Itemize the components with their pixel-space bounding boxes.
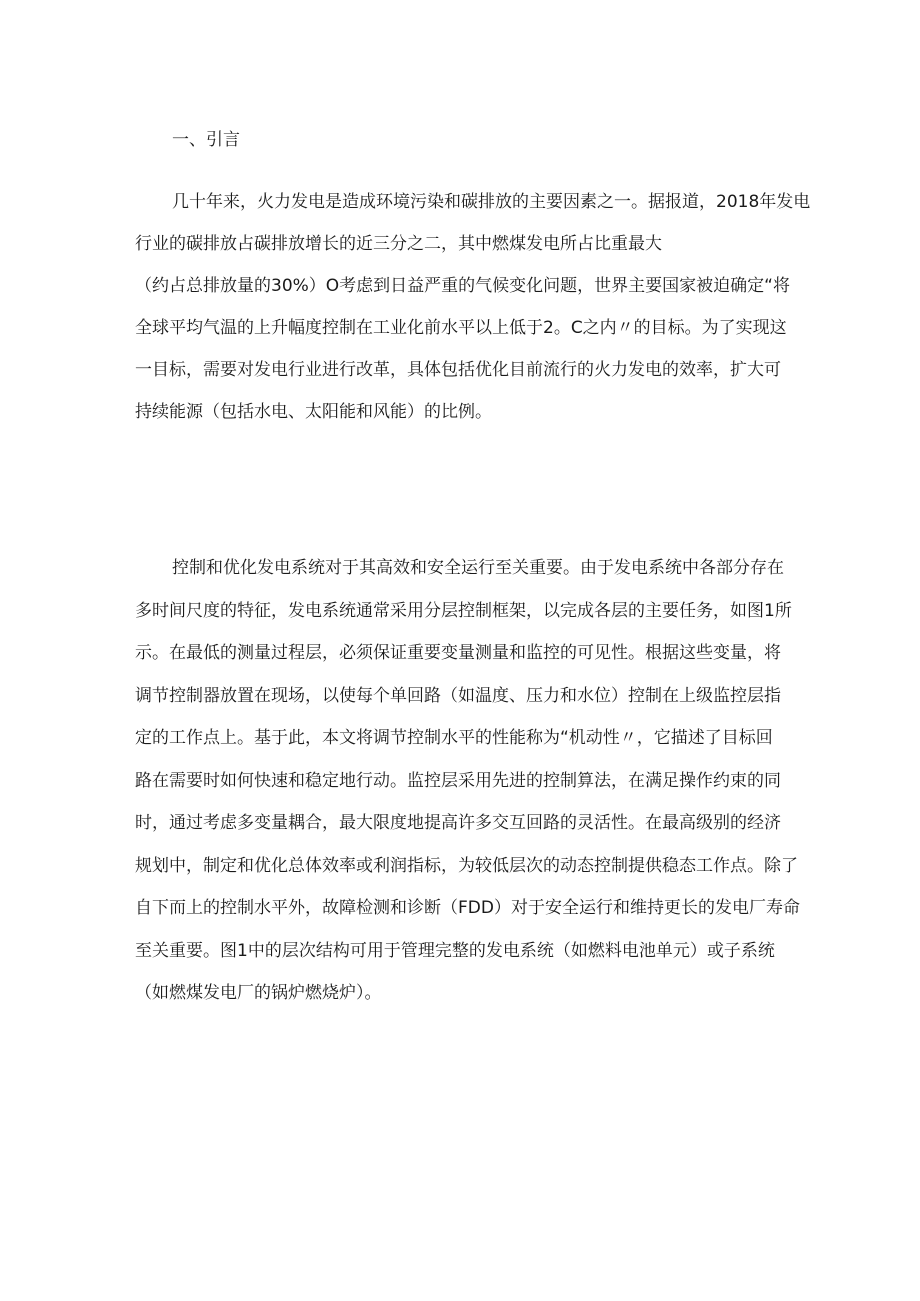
paragraph-line: 行业的碳排放占碳排放增长的近三分之二，其中燃煤发电所占比重最大: [135, 234, 662, 254]
section-heading: 一、引言: [172, 130, 240, 150]
paragraph-line: 规划中，制定和优化总体效率或利润指标，为较低层次的动态控制提供稳态工作点。除了: [135, 855, 798, 876]
paragraph-2: [135, 556, 815, 1024]
paragraph-line: 全球平均气温的上升幅度控制在工业化前水平以上低于2。C之内〃的目标。为了实现这: [135, 318, 787, 338]
paragraph-1: [135, 190, 815, 442]
paragraph-line: 多时间尺度的特征，发电系统通常采用分层控制框架，以完成各层的主要任务，如图1所: [135, 600, 792, 621]
paragraph-line: 持续能源（包括水电、太阳能和风能）的比例。: [135, 402, 492, 422]
paragraph-line: 控制和优化发电系统对于其高效和安全运行至关重要。由于发电系统中各部分存在: [172, 558, 784, 578]
paragraph-line: 路在需要时如何快速和稳定地行动。监控层采用先进的控制算法，在满足操作约束的同: [135, 770, 781, 791]
paragraph-line: 调节控制器放置在现场，以使每个单回路（如温度、压力和水位）控制在上级监控层指: [135, 685, 781, 706]
paragraph-line: （约占总排放量的30%）O考虑到日益严重的气候变化问题，世界主要国家被迫确定“将: [135, 276, 790, 296]
paragraph-line: 时，通过考虑多变量耦合，最大限度地提高许多交互回路的灵活性。在最高级别的经济: [135, 813, 781, 833]
paragraph-line: 几十年来，火力发电是造成环境污染和碳排放的主要因素之一。据报道，2018年发电: [172, 192, 811, 212]
paragraph-line: 至关重要。图1中的层次结构可用于管理完整的发电系统（如燃料电池单元）或子系统: [135, 940, 775, 961]
paragraph-line: 一目标，需要对发电行业进行改革，具体包括优化目前流行的火力发电的效率，扩大可: [135, 360, 781, 380]
paragraph-line: 定的工作点上。基于此，本文将调节控制水平的性能称为“机动性〃，它描述了目标回: [135, 728, 773, 748]
paragraph-line: 示。在最低的测量过程层，必须保证重要变量测量和监控的可见性。根据这些变量，将: [135, 643, 781, 663]
paragraph-line: 自下而上的控制水平外，故障检测和诊断（FDD）对于安全运行和维持更长的发电厂寿命: [135, 898, 800, 918]
paragraph-line: （如燃煤发电厂的锅炉燃烧炉）。: [135, 983, 382, 1003]
